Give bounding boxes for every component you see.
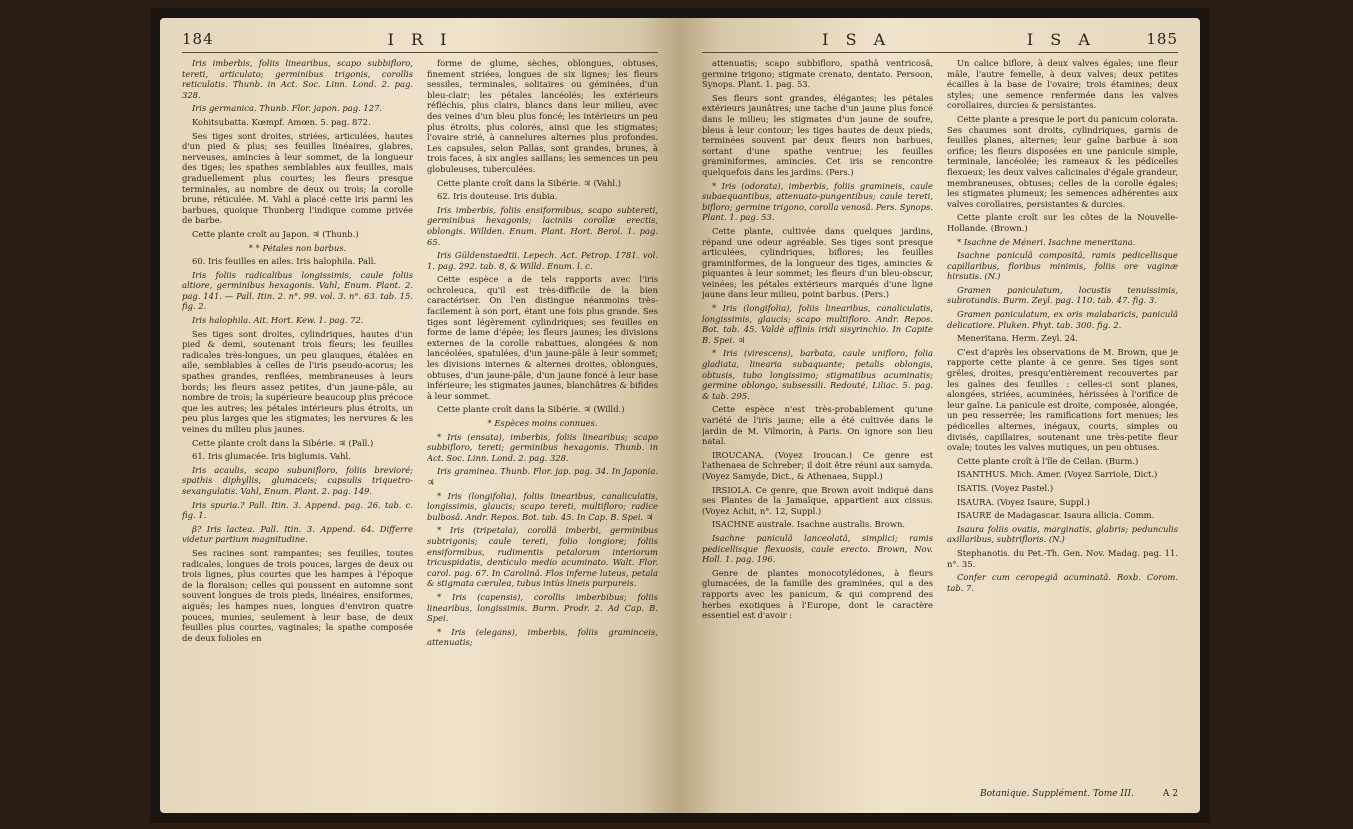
- left-head-rule: [182, 52, 658, 53]
- paragraph: * Iris (elegans), imberbis, foliis graminceis, attenuatis;: [427, 626, 658, 648]
- paragraph: * Iris (capensis), corollis imberbibus; foliis linearibus, longissimis. Burm. Prodr. 2. Ad Cap. B. Spei.: [427, 591, 658, 624]
- paragraph: 60. Iris feuilles en ailes. Iris halophila. Pall.: [192, 256, 377, 267]
- paragraph: Cette plante croît au Japon. ♃ (Thunb.): [192, 228, 359, 239]
- paragraph: Ses fleurs sont grandes, élégantes; les pétales extérieurs jaunâtres; une tache d'un jaune plus foncé dans le milieu; les stigmates d'un jaune de soufre, bleus à leur contour; les tiges hautes de deux pieds, terminées souvent par deux fleurs non barbues, sortant d'une spathe ventrue; les feuilles graminiformes, amincies. Cet iris se rencontre quelquefois dans les jardins. (Pers.): [702, 92, 933, 177]
- page-footer: Botanique. Supplément. Tome III.: [980, 789, 1134, 799]
- paragraph: Iris Güldenstaedtii. Lepech. Act. Petrop. 1781. vol. 1. pag. 292. tab. 8, & Willd. Enum. l. c.: [427, 250, 658, 271]
- paragraph: Meneritana. Herm. Zeyl. 24.: [957, 333, 1078, 344]
- paragraph: Stephanotis. du Pet.-Th. Gen. Nov. Madag. pag. 11. n°. 35.: [947, 547, 1178, 569]
- paragraph: Isaura foliis ovatis, marginatis, glabris; pedunculis axillaribus, subtrifloris. (N.): [947, 523, 1178, 545]
- right-columns: [702, 58, 1178, 803]
- paragraph: C'est d'après les observations de M. Brown, que je rapporte cette plante à ce genre. Ses tiges sont grêles, droites, presqu'entièrement recouvertes par les gaînes des feuilles : celles-ci sont planes, alongées, striées, acuminées, hérissées à l'orifice de leur gaîne. La panicule est droite, composée, alongée, un peu resserrée; les ramifications fort menues; les pédicelles alternes, inégaux, courts, simples ou divisés, capillaires, soutenant une très-petite fleur ovale; toutes les valves mutiques, un peu obtuses.: [947, 346, 1178, 453]
- paragraph: Confer cum ceropegiâ acuminatâ. Roxb. Corom. tab. 7.: [947, 572, 1178, 593]
- paragraph: Cette plante croît dans la Sibérie. ♃ (Vahl.): [437, 177, 622, 188]
- paragraph: Iris graminea. Thunb. Flor. jap. pag. 34. In Japonia. ♃: [427, 466, 658, 487]
- paragraph: Ses tiges sont droites, cylindriques, hautes d'un pied & demi, soutenant trois fleurs; les feuilles radicales très-longues, un peu glauques, étalées en aile, semblables à celles de l'iris pseudo-acorus; les spathes grandes, renflées, membraneuses à leurs bords; les fleurs assez petites, d'un jaune-pâle, au nombre de trois; la supérieure beaucoup plus précoce que les autres; les pétales intérieurs plus étroits, un peu plus larges que les stigmates; les nervures & les veines du milieu plus jaunes.: [182, 328, 413, 434]
- open-book: [150, 8, 1210, 823]
- paragraph: Kohitsubatta. Kœmpf. Amœn. 5. pag. 872.: [192, 116, 371, 127]
- paragraph: Ses racines sont rampantes; ses feuilles, toutes radicales, longues de trois pouces, larges de deux ou trois lignes, plus courtes que les hampes à l'époque de la floraison; celles qui poussent en automne sont souvent longues de trois pieds, linéaires, ensiformes, aiguës; les hampes nues, longues d'environ quatre pouces, munies, seulement à leur base, de deux feuilles plus courtes, vaginales; la spathe composée de deux folioles en: [182, 547, 413, 643]
- paragraph: Un calice biflore, à deux valves égales; une fleur mâle, l'autre femelle, à deux valves; deux petites écailles à la base de l'ovaire; trois étamines; deux styles; une semence renfermée dans les valves corollaires, durcies & persistantes.: [947, 58, 1178, 111]
- paragraph: β? Iris lactea. Pall. Itin. 3. Append. 64. Differre videtur partium magnitudine.: [182, 523, 413, 545]
- right-col-2: [947, 58, 1178, 803]
- left-col-2: [427, 58, 658, 803]
- paragraph: Ses tiges sont droites, striées, articulées, hautes d'un pied & plus; ses feuilles linéaires, glabres, nerveuses, amincies à leur sommet, de la longueur des tiges; les spathes semblables aux feuilles, mais graduellement plus courtes; les fleurs presque terminales, au nombre de deux ou trois; la corolle brune, réticulée. M. Vahl a placé cette iris parmi les barbues, quoique Thunberg l'indique comme privée de barbe.: [182, 130, 413, 226]
- paragraph: * Iris (longifolia), foliis linearibus, canaliculatis, longissimis, glaucis; scapo multifloro. Andr. Repos. Bot. tab. 45. Valdè affinis iridi sisyrinchio. In Capite B. Spei. ♃: [702, 303, 933, 345]
- paragraph: * Iris (virescens), barbata, caule unifloro, folia gladiata, linearia subaquante; petalis oblongis, obtusis, tubo longissimo; stigmatibus acuminatis; germine oblongo, subsessili. Redouté, Liliac. 5. pag. & tab. 295.: [702, 348, 933, 401]
- right-page-number: 185: [1146, 30, 1178, 48]
- paragraph: Iris foliis radicalibus longissimis, caule foliis altiore, germinibus hexagonis. Vahl, Enum. Plant. 2. pag. 141. — Pall. Itin. 2. n°. 99. vol. 3. n°. 63. tab. 15. fig. 2.: [182, 269, 413, 312]
- paragraph: * Iris (longifolia), foliis linearibus, canaliculatis, longissimis, glaucis; scapo tereti, multifloro; radice bulbosâ. Andr. Repos. Bot. tab. 45. In Cap. B. Spei. ♃: [427, 490, 658, 522]
- left-page-number: 184: [182, 30, 214, 48]
- paragraph: * Iris (odorata), imberbis, foliis gramineis, caule subaequantibus, attenuato-pungentibus; caule tereti, bifloro; germine trigono, corolla venosâ. Pers. Synops. Plant. 1. pag. 53.: [702, 180, 933, 223]
- paragraph: ISANTHUS. Mich. Amer. (Voyez Sarriole, Dict.): [957, 469, 1158, 480]
- paragraph: forme de glume, sèches, oblongues, obtuses, finement striées, longues de six lignes; les fleurs sessiles, terminales, solitaires ou géminées, d'un bleu-clair; les pétales lancéolés; les extérieurs réfléchis, plus clairs, blancs dans leur milieu, avec des veines d'un bleu plus foncé; les intérieurs un peu plus étroits, plus colorés, ainsi que les stigmates; l'ovaire strié, à cannelures alternes plus profondes. Les capsules, selon Pallas, sont grandes, brunes, à trois faces, à six angles saillans; les semences un peu globuleuses, tuberculées.: [427, 58, 658, 174]
- paragraph: Genre de plantes monocotylédones, à fleurs glumacées, de la famille des graminées, qui a des rapports avec les panicum, & qui comprend des herbes exotiques à l'Europe, dont le caractère essentiel est d'avoir :: [702, 567, 933, 621]
- paragraph: * Isachne de Méneri. Isachne meneritana.: [957, 236, 1136, 247]
- paragraph: Gramen paniculatum, locustis tenuissimis, subrotundis. Burm. Zeyl. pag. 110. tab. 47. fig. 3.: [947, 284, 1178, 306]
- left-head-title: I R I: [387, 30, 453, 49]
- paragraph: Cette plante croît dans la Sibérie. ♃ (Willd.): [437, 404, 625, 415]
- paragraph: Iris germanica. Thunb. Flor. japon. pag. 127.: [192, 103, 383, 114]
- paragraph: 62. Iris douteuse. Iris dubia.: [437, 191, 558, 202]
- paragraph: Gramen paniculatum, ex oris malabaricis, paniculâ delicatiore. Pluken. Phyt. tab. 300. fig. 2.: [947, 309, 1178, 330]
- paragraph: Isachne paniculâ compositâ, ramis pedicellisque capillaribus, floribus minimis, foliis ore vaginæ hirsutis. (N.): [947, 250, 1178, 282]
- left-columns: [182, 58, 658, 803]
- right-running-head: [702, 30, 1178, 52]
- paragraph: Iris acaulis, scapo subunifloro, foliis brevioré; spathis diphyllis, glumaceis; capsulis triquetro-sexangulatis. Vahl, Enum. Plant. 2. pag. 149.: [182, 464, 413, 496]
- right-page: [680, 18, 1200, 813]
- paragraph: Cette plante croît à l'île de Ceilan. (Burm.): [957, 455, 1139, 466]
- paragraph: * Iris (tripetala), corollâ imberbi, germinibus subtrigonis; caule tereti, folio longiore; foliis ensiformibus, rudimentis petalorum interiorum tricuspidatis, denticulo medio acuminato. Walt. Flor. carol. pag. 67. In Carolinâ. Flos inferne luteus, petala & stigmata cærulea, tubus intùs lineis purpureis.: [427, 525, 658, 589]
- right-head-rule: [702, 52, 1178, 53]
- paragraph: Cette espèce n'est très-probablement qu'une variété de l'iris jaune; elle a été cultivée dans le jardin de M. Vilmorin, à Paris. On ignore son lieu natal.: [702, 404, 933, 447]
- paragraph: Cette plante, cultivée dans quelques jardins, répand une odeur agréable. Ses tiges sont presque articulées, cylindriques, biflores; les feuilles graminiformes, de la longueur des tiges, amincies & piquantes à leur sommet; les fleurs d'un bleu-obscur, veinées; les pétales extérieurs marqués d'une ligne jaune dans leur milieu, point barbus. (Pers.): [702, 225, 933, 300]
- paragraph: ISATIS. (Voyez Pastel.): [957, 482, 1054, 493]
- paragraph: IROUCANA. (Voyez Iroucan.) Ce genre est l'athenaea de Schreber; il doit être réuni aux samyda. (Voyez Samyde, Dict., & Athenaea, Suppl.): [702, 449, 933, 481]
- right-head-title: I S A: [1026, 30, 1096, 49]
- paragraph: * * Pétales non barbus.: [248, 242, 347, 253]
- left-page: [160, 18, 680, 813]
- right-col-1: [702, 58, 933, 803]
- paragraph: Iris spuria.? Pall. Itin. 3. Append. pag. 26. tab. c. fig. 1.: [182, 499, 413, 521]
- paragraph: attenuatis; scapo subbifloro, spathâ ventricosâ, germine trigono; stigmate crenato, dentato. Persoon, Synops. Plant. 1. pag. 53.: [702, 58, 933, 90]
- paragraph: Iris halophila. Ait. Hort. Kew. 1. pag. 72.: [192, 315, 364, 326]
- paragraph: ISAURE de Madagascar. Isaura allicia. Comm.: [957, 510, 1155, 521]
- left-col-1: [182, 58, 413, 803]
- paragraph: 61. Iris glumacée. Iris biglumis. Vahl.: [192, 451, 351, 462]
- paragraph: Isachne paniculâ lanceolatâ, simplici; ramis pedicellisque flexuosis, caule erecto. Brown, Nov. Holl. 1. pag. 196.: [702, 532, 933, 565]
- paragraph: Iris imberbis, foliis ensiformibus, scapo subtereti, germinibus hexagonis; laciniis corollæ erectis, oblongis. Willden. Enum. Plant. Hort. Berol. 1. pag. 65.: [427, 204, 658, 247]
- paragraph: ISAURA. (Voyez Isaure, Suppl.): [957, 496, 1090, 507]
- paragraph: Cette plante croît sur les côtes de la Nouvelle-Hollande. (Brown.): [947, 212, 1178, 233]
- paragraph: * Espèces moins connues.: [487, 418, 598, 428]
- left-running-head: [182, 30, 658, 52]
- right-head-title-left: I S A: [822, 30, 892, 49]
- paragraph: Cette plante a presque le port du panicum colorata. Ses chaumes sont droits, cylindriques, garnis de feuilles planes, alternes; leur gaîne barbue à son orifice; les fleurs disposées en une panicule simple, terminale, lancéolée; les rameaux & les pédicelles flexueux; les deux valves calicinales d'égale grandeur, membraneuses, obtuses; celles de la corolle égales; les stigmates plumeux; les semences adhérentes aux valves corollaires, persistantes & durcies.: [947, 113, 1178, 209]
- paragraph: Cette plante croît dans la Sibérie. ♃ (Pall.): [192, 437, 374, 448]
- paragraph: Iris imberbis, foliis linearibus, scapo subbifloro, tereti, articulato; germinibus trigonis, corollis reticulatis. Thunb. in Act. Soc. Linn. Lond. 2. pag. 328.: [182, 58, 413, 100]
- paragraph: * Iris (ensata), imberbis, foliis linearibus; scapo subbifloro, tereti; germinibus hexagonis. Thunb. in Act. Soc. Linn. Lond. 2. pag. 328.: [427, 431, 658, 463]
- paragraph: Cette espèce a de tels rapports avec l'iris ochroleuca, qu'il est très-difficile de la bien caractériser. On l'en distingue néanmoins très-facilement à son port, étant une fois plus grande. Ses tiges sont légèrement cylindriques; ses feuilles en forme de lame d'épée; les fleurs jaunes; les divisions externes de la corolle rabattues, alongées & non lancéolées, spatulées, d'un jaune-pâle à leur sommet; les divisions internes & alternes droites, oblongues, obtuses, d'un jaune-pâle, d'un jaune foncé à leur base inférieure; les stigmates jaunes, blanchâtres & bifides à leur sommet.: [427, 274, 658, 401]
- paragraph: IRSIOLA. Ce genre, que Brown avoit indiqué dans ses Plantes de la Jamaïque, appartient aux cissus. (Voyez Achit, n°. 12, Suppl.): [702, 484, 933, 516]
- paragraph: ISACHNE australe. Isachne australis. Brown.: [712, 519, 906, 530]
- signature-mark: A 2: [1162, 789, 1178, 799]
